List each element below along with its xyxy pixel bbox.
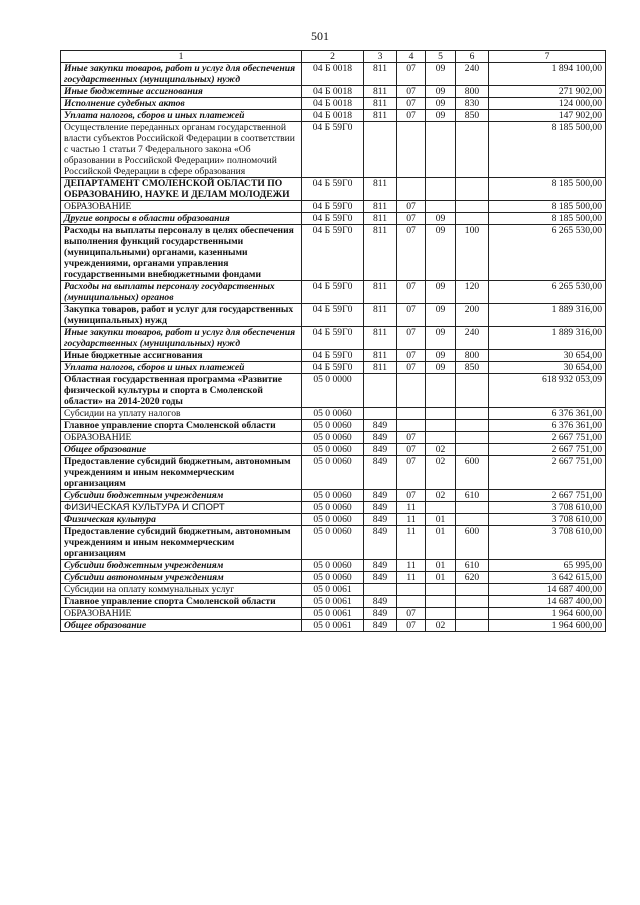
- row-target-code: 05 0 0061: [302, 596, 364, 608]
- row-expense-type-code: 240: [456, 63, 489, 86]
- row-section-code: 07: [397, 225, 426, 281]
- row-amount: 1 964 600,00: [489, 620, 606, 632]
- row-name: Общее образование: [61, 620, 302, 632]
- row-name: Субсидии бюджетным учреждениям: [61, 490, 302, 502]
- row-target-code: 04 Б 59Г0: [302, 350, 364, 362]
- row-expense-type-code: [456, 596, 489, 608]
- row-subsection-code: 09: [426, 213, 456, 225]
- row-name: Субсидии на оплату коммунальных услуг: [61, 584, 302, 596]
- row-target-code: 05 0 0060: [302, 420, 364, 432]
- row-ministry-code: 849: [364, 514, 397, 526]
- row-amount: 147 902,00: [489, 110, 606, 122]
- row-expense-type-code: 240: [456, 327, 489, 350]
- row-amount: 6 265 530,00: [489, 281, 606, 304]
- row-target-code: 04 Б 0018: [302, 98, 364, 110]
- row-expense-type-code: [456, 201, 489, 213]
- row-target-code: 05 0 0061: [302, 584, 364, 596]
- table-row: [61, 490, 606, 502]
- row-name: Общее образование: [61, 444, 302, 456]
- column-number: 5: [426, 51, 456, 63]
- table-row: [61, 526, 606, 560]
- row-subsection-code: 01: [426, 514, 456, 526]
- row-expense-type-code: [456, 122, 489, 178]
- row-ministry-code: [364, 122, 397, 178]
- row-expense-type-code: [456, 608, 489, 620]
- row-ministry-code: 849: [364, 490, 397, 502]
- row-amount: 6 376 361,00: [489, 420, 606, 432]
- row-section-code: 07: [397, 201, 426, 213]
- row-section-code: [397, 374, 426, 408]
- row-amount: 1 894 100,00: [489, 63, 606, 86]
- row-section-code: [397, 420, 426, 432]
- row-amount: 1 889 316,00: [489, 304, 606, 327]
- row-subsection-code: 09: [426, 304, 456, 327]
- table-row: [61, 456, 606, 490]
- row-subsection-code: 09: [426, 327, 456, 350]
- row-ministry-code: 849: [364, 572, 397, 584]
- row-ministry-code: 811: [364, 178, 397, 201]
- table-row: [61, 514, 606, 526]
- table-row: [61, 122, 606, 178]
- row-name: ФИЗИЧЕСКАЯ КУЛЬТУРА И СПОРТ: [61, 502, 302, 514]
- table-row: [61, 304, 606, 327]
- column-number: 4: [397, 51, 426, 63]
- row-section-code: 07: [397, 350, 426, 362]
- row-name: Иные закупки товаров, работ и услуг для обеспечения государственных (муниципальных) нужд: [61, 63, 302, 86]
- table-row: [61, 281, 606, 304]
- row-amount: 14 687 400,00: [489, 596, 606, 608]
- row-name: Предоставление субсидий бюджетным, автономным учреждениям и иным некоммерческим организациям: [61, 456, 302, 490]
- row-section-code: 07: [397, 98, 426, 110]
- row-ministry-code: 811: [364, 327, 397, 350]
- table-row: [61, 408, 606, 420]
- row-name: ОБРАЗОВАНИЕ: [61, 201, 302, 213]
- row-expense-type-code: 800: [456, 350, 489, 362]
- row-name: Главное управление спорта Смоленской области: [61, 420, 302, 432]
- table-row: [61, 98, 606, 110]
- row-expense-type-code: [456, 408, 489, 420]
- row-target-code: 04 Б 59Г0: [302, 281, 364, 304]
- row-subsection-code: 02: [426, 444, 456, 456]
- row-subsection-code: 09: [426, 98, 456, 110]
- table-row: [61, 432, 606, 444]
- row-ministry-code: 849: [364, 432, 397, 444]
- row-ministry-code: 849: [364, 444, 397, 456]
- row-name: Уплата налогов, сборов и иных платежей: [61, 110, 302, 122]
- row-name: Главное управление спорта Смоленской области: [61, 596, 302, 608]
- row-ministry-code: 811: [364, 110, 397, 122]
- row-name: Расходы на выплаты персоналу в целях обеспечения выполнения функций государственными (муниципальными) органами, казенными учреждениями, органами управления государственными внебюджетными фондами: [61, 225, 302, 281]
- row-section-code: 07: [397, 362, 426, 374]
- row-ministry-code: 811: [364, 281, 397, 304]
- row-amount: 2 667 751,00: [489, 432, 606, 444]
- row-amount: 2 667 751,00: [489, 490, 606, 502]
- row-subsection-code: 09: [426, 281, 456, 304]
- row-target-code: 05 0 0060: [302, 502, 364, 514]
- row-ministry-code: 849: [364, 420, 397, 432]
- row-subsection-code: 09: [426, 362, 456, 374]
- row-subsection-code: [426, 584, 456, 596]
- row-expense-type-code: [456, 620, 489, 632]
- row-expense-type-code: [456, 514, 489, 526]
- row-section-code: [397, 122, 426, 178]
- row-expense-type-code: 850: [456, 110, 489, 122]
- row-target-code: 05 0 0060: [302, 456, 364, 490]
- table-row: [61, 201, 606, 213]
- row-expense-type-code: [456, 178, 489, 201]
- row-subsection-code: 01: [426, 560, 456, 572]
- row-section-code: 11: [397, 502, 426, 514]
- row-amount: 30 654,00: [489, 350, 606, 362]
- table-row: [61, 110, 606, 122]
- row-ministry-code: 849: [364, 596, 397, 608]
- row-section-code: 07: [397, 281, 426, 304]
- row-amount: 124 000,00: [489, 98, 606, 110]
- row-subsection-code: 02: [426, 490, 456, 502]
- row-subsection-code: 02: [426, 620, 456, 632]
- row-amount: 8 185 500,00: [489, 178, 606, 201]
- row-target-code: 04 Б 59Г0: [302, 122, 364, 178]
- row-target-code: 04 Б 59Г0: [302, 327, 364, 350]
- row-target-code: 05 0 0060: [302, 408, 364, 420]
- row-section-code: 11: [397, 560, 426, 572]
- table-row: [61, 572, 606, 584]
- column-number-row: [61, 51, 606, 63]
- row-section-code: [397, 596, 426, 608]
- row-amount: 30 654,00: [489, 362, 606, 374]
- row-target-code: 05 0 0060: [302, 432, 364, 444]
- row-name: Субсидии автономным учреждениям: [61, 572, 302, 584]
- row-expense-type-code: 600: [456, 526, 489, 560]
- row-ministry-code: [364, 408, 397, 420]
- row-expense-type-code: [456, 432, 489, 444]
- row-amount: 6 376 361,00: [489, 408, 606, 420]
- row-ministry-code: 811: [364, 98, 397, 110]
- row-subsection-code: [426, 502, 456, 514]
- row-target-code: 04 Б 59Г0: [302, 362, 364, 374]
- row-target-code: 05 0 0061: [302, 608, 364, 620]
- row-name: Иные бюджетные ассигнования: [61, 86, 302, 98]
- row-ministry-code: [364, 584, 397, 596]
- row-ministry-code: 811: [364, 304, 397, 327]
- row-amount: 271 902,00: [489, 86, 606, 98]
- table-row: [61, 362, 606, 374]
- row-expense-type-code: 850: [456, 362, 489, 374]
- row-section-code: 07: [397, 304, 426, 327]
- row-name: Осуществление переданных органам государственной власти субъектов Российской Федерации в соответствии с частью 1 статьи 7 Федерального закона «Об образовании в Российской Федерации» полномочий Российской Федерации в сфере образования: [61, 122, 302, 178]
- row-ministry-code: 811: [364, 86, 397, 98]
- row-target-code: 04 Б 59Г0: [302, 201, 364, 213]
- row-subsection-code: [426, 408, 456, 420]
- row-ministry-code: 811: [364, 213, 397, 225]
- row-ministry-code: 849: [364, 560, 397, 572]
- row-name: Закупка товаров, работ и услуг для государственных (муниципальных) нужд: [61, 304, 302, 327]
- row-subsection-code: [426, 178, 456, 201]
- row-section-code: 07: [397, 327, 426, 350]
- row-target-code: 05 0 0060: [302, 526, 364, 560]
- row-target-code: 05 0 0000: [302, 374, 364, 408]
- row-amount: 3 708 610,00: [489, 502, 606, 514]
- column-number: 2: [302, 51, 364, 63]
- row-subsection-code: [426, 201, 456, 213]
- row-ministry-code: 849: [364, 526, 397, 560]
- table-row: [61, 608, 606, 620]
- row-subsection-code: 01: [426, 526, 456, 560]
- row-name: Физическая культура: [61, 514, 302, 526]
- row-section-code: 11: [397, 526, 426, 560]
- column-number: 1: [61, 51, 302, 63]
- column-number: 7: [489, 51, 606, 63]
- row-expense-type-code: [456, 374, 489, 408]
- row-ministry-code: 849: [364, 502, 397, 514]
- row-subsection-code: 02: [426, 456, 456, 490]
- row-subsection-code: [426, 608, 456, 620]
- row-amount: 3 642 615,00: [489, 572, 606, 584]
- row-ministry-code: 811: [364, 350, 397, 362]
- table-row: [61, 444, 606, 456]
- row-section-code: 07: [397, 608, 426, 620]
- table-row: [61, 350, 606, 362]
- row-section-code: 07: [397, 432, 426, 444]
- row-amount: 6 265 530,00: [489, 225, 606, 281]
- row-target-code: 05 0 0060: [302, 444, 364, 456]
- row-expense-type-code: 120: [456, 281, 489, 304]
- row-amount: 618 932 053,09: [489, 374, 606, 408]
- row-amount: 2 667 751,00: [489, 456, 606, 490]
- row-section-code: [397, 408, 426, 420]
- row-amount: 65 995,00: [489, 560, 606, 572]
- table-row: [61, 560, 606, 572]
- row-amount: 3 708 610,00: [489, 514, 606, 526]
- row-target-code: 04 Б 0018: [302, 63, 364, 86]
- row-name: Областная государственная программа «Развитие физической культуры и спорта в Смоленской области» на 2014-2020 годы: [61, 374, 302, 408]
- row-target-code: 04 Б 0018: [302, 86, 364, 98]
- table-row: [61, 584, 606, 596]
- column-number: 6: [456, 51, 489, 63]
- row-name: Предоставление субсидий бюджетным, автономным учреждениям и иным некоммерческим организациям: [61, 526, 302, 560]
- row-subsection-code: 09: [426, 110, 456, 122]
- row-target-code: 04 Б 59Г0: [302, 213, 364, 225]
- row-amount: 8 185 500,00: [489, 213, 606, 225]
- row-subsection-code: [426, 122, 456, 178]
- table-body: [61, 63, 606, 632]
- row-expense-type-code: 610: [456, 560, 489, 572]
- row-expense-type-code: 200: [456, 304, 489, 327]
- page-number: 501: [311, 29, 329, 43]
- row-subsection-code: 09: [426, 63, 456, 86]
- row-section-code: 07: [397, 456, 426, 490]
- row-name: Другие вопросы в области образования: [61, 213, 302, 225]
- row-amount: 14 687 400,00: [489, 584, 606, 596]
- row-name: Расходы на выплаты персоналу государственных (муниципальных) органов: [61, 281, 302, 304]
- row-expense-type-code: 600: [456, 456, 489, 490]
- row-subsection-code: [426, 420, 456, 432]
- table-row: [61, 178, 606, 201]
- row-target-code: 04 Б 59Г0: [302, 178, 364, 201]
- row-section-code: 07: [397, 63, 426, 86]
- row-target-code: 05 0 0061: [302, 620, 364, 632]
- row-section-code: 11: [397, 514, 426, 526]
- table-row: [61, 420, 606, 432]
- row-subsection-code: 01: [426, 572, 456, 584]
- row-subsection-code: [426, 374, 456, 408]
- budget-table: [60, 50, 606, 632]
- row-name: Субсидии бюджетным учреждениям: [61, 560, 302, 572]
- row-name: ОБРАЗОВАНИЕ: [61, 432, 302, 444]
- row-name: Иные бюджетные ассигнования: [61, 350, 302, 362]
- row-subsection-code: 09: [426, 350, 456, 362]
- row-target-code: 05 0 0060: [302, 514, 364, 526]
- row-section-code: 07: [397, 444, 426, 456]
- row-subsection-code: [426, 432, 456, 444]
- table-row: [61, 63, 606, 86]
- row-expense-type-code: [456, 584, 489, 596]
- row-ministry-code: 849: [364, 456, 397, 490]
- row-amount: 8 185 500,00: [489, 122, 606, 178]
- row-expense-type-code: 100: [456, 225, 489, 281]
- row-subsection-code: [426, 596, 456, 608]
- row-section-code: 07: [397, 620, 426, 632]
- row-expense-type-code: [456, 444, 489, 456]
- row-section-code: 07: [397, 213, 426, 225]
- row-target-code: 04 Б 59Г0: [302, 304, 364, 327]
- row-target-code: 05 0 0060: [302, 560, 364, 572]
- table-row: [61, 213, 606, 225]
- row-name: Субсидии на уплату налогов: [61, 408, 302, 420]
- row-ministry-code: 849: [364, 608, 397, 620]
- row-name: Уплата налогов, сборов и иных платежей: [61, 362, 302, 374]
- row-section-code: [397, 178, 426, 201]
- row-name: Исполнение судебных актов: [61, 98, 302, 110]
- row-amount: 3 708 610,00: [489, 526, 606, 560]
- row-section-code: 11: [397, 572, 426, 584]
- row-name: Иные закупки товаров, работ и услуг для обеспечения государственных (муниципальных) нужд: [61, 327, 302, 350]
- row-section-code: 07: [397, 490, 426, 502]
- table-row: [61, 620, 606, 632]
- row-expense-type-code: 830: [456, 98, 489, 110]
- table-row: [61, 225, 606, 281]
- row-ministry-code: 811: [364, 63, 397, 86]
- row-expense-type-code: [456, 213, 489, 225]
- row-section-code: 07: [397, 110, 426, 122]
- row-target-code: 05 0 0060: [302, 490, 364, 502]
- row-ministry-code: 811: [364, 225, 397, 281]
- row-name: ДЕПАРТАМЕНТ СМОЛЕНСКОЙ ОБЛАСТИ ПО ОБРАЗОВАНИЮ, НАУКЕ И ДЕЛАМ МОЛОДЕЖИ: [61, 178, 302, 201]
- row-ministry-code: 811: [364, 362, 397, 374]
- table-row: [61, 596, 606, 608]
- row-expense-type-code: 800: [456, 86, 489, 98]
- table-row: [61, 327, 606, 350]
- row-section-code: [397, 584, 426, 596]
- row-ministry-code: 811: [364, 201, 397, 213]
- row-subsection-code: 09: [426, 86, 456, 98]
- row-expense-type-code: 610: [456, 490, 489, 502]
- row-ministry-code: 849: [364, 620, 397, 632]
- row-expense-type-code: [456, 502, 489, 514]
- row-amount: 8 185 500,00: [489, 201, 606, 213]
- row-amount: 1 964 600,00: [489, 608, 606, 620]
- row-subsection-code: 09: [426, 225, 456, 281]
- column-number: 3: [364, 51, 397, 63]
- row-target-code: 05 0 0060: [302, 572, 364, 584]
- row-expense-type-code: 620: [456, 572, 489, 584]
- table-row: [61, 502, 606, 514]
- row-section-code: 07: [397, 86, 426, 98]
- row-ministry-code: [364, 374, 397, 408]
- table-row: [61, 374, 606, 408]
- row-amount: 2 667 751,00: [489, 444, 606, 456]
- row-name: ОБРАЗОВАНИЕ: [61, 608, 302, 620]
- row-amount: 1 889 316,00: [489, 327, 606, 350]
- row-target-code: 04 Б 59Г0: [302, 225, 364, 281]
- table-row: [61, 86, 606, 98]
- row-expense-type-code: [456, 420, 489, 432]
- row-target-code: 04 Б 0018: [302, 110, 364, 122]
